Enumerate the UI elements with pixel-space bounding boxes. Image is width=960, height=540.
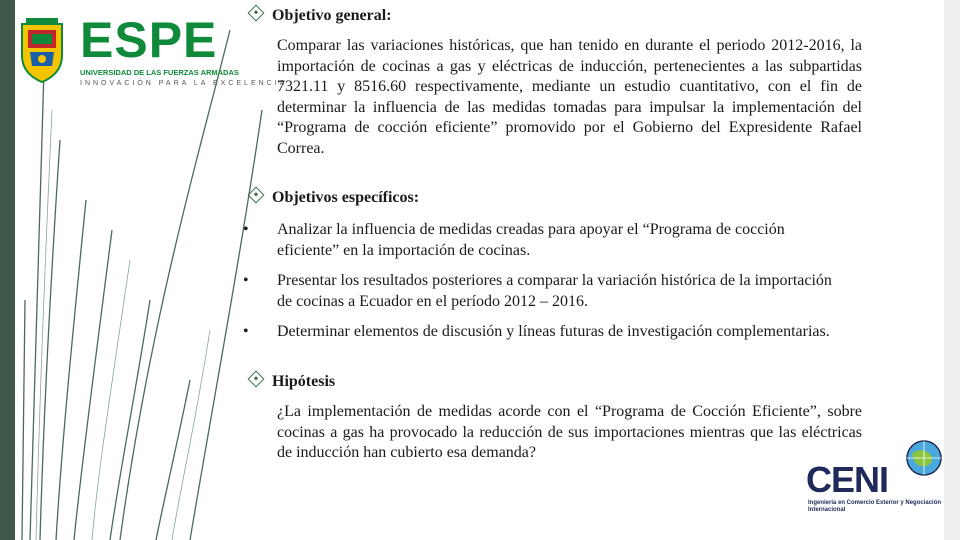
heading-hipotesis (248, 372, 335, 392)
objetivo-general-text: Comparar las variaciones históricas, que han tenido en durante el periodo 2012-2016, la importación de cocinas a gas y eléctricas de inducción, pertenecientes a las subpartidas 7321.11 y 8516.60 respectivamente, mediante un estudio cuantitativo, con el fin de determinar la influencia de las medidas tomadas para impulsar la implementación del “Programa de cocción eficiente” promovido por el Gobierno del Expresidente Rafael Correa. (277, 37, 862, 157)
right-edge-strip (944, 0, 960, 540)
university-name: UNIVERSIDAD DE LAS FUERZAS ARMADAS (80, 68, 239, 77)
espe-wordmark: ESPE (80, 12, 218, 68)
list-item-text: Presentar los resultados posteriores a comparar la variación histórica de la importación de cocinas a Ecuador en el período 2012 – 2016. (277, 272, 832, 310)
bullet-marker: • (243, 272, 249, 289)
diamond-bullet-icon (248, 371, 265, 388)
heading-text: Objetivos específicos: (272, 189, 420, 206)
university-seal-icon (18, 16, 66, 86)
bullet-marker: • (243, 221, 249, 238)
bullet-marker: • (243, 323, 249, 340)
globe-icon (904, 438, 944, 478)
heading-objetivo-general (248, 6, 392, 26)
heading-text: Objetivo general: (272, 7, 392, 24)
university-tagline: INNOVACIÓN PARA LA EXCELENCIA (80, 80, 288, 87)
list-item-text: Determinar elementos de discusión y líneas futuras de investigación complementarias. (277, 323, 830, 340)
hipotesis-text: ¿La implementación de medidas acorde con el “Programa de Cocción Eficiente”, sobre cocinas a gas ha provocado la reducción de sus importaciones mientras que las eléctricas de inducción han cubierto esa demanda? (277, 403, 862, 461)
espe-logo (18, 12, 288, 88)
list-item-text: Analizar la influencia de medidas creadas para apoyar el “Programa de cocción eficiente” en la importación de cocinas. (277, 221, 785, 259)
ceni-subtitle: Ingeniería en Comercio Exterior y Negociación Internacional (808, 500, 942, 513)
ceni-logo (806, 438, 946, 514)
diamond-bullet-icon (248, 187, 265, 204)
heading-text: Hipótesis (272, 373, 336, 390)
diamond-bullet-icon (248, 5, 265, 22)
heading-objetivos-especificos (248, 188, 419, 208)
ceni-wordmark: CENI (806, 459, 889, 500)
